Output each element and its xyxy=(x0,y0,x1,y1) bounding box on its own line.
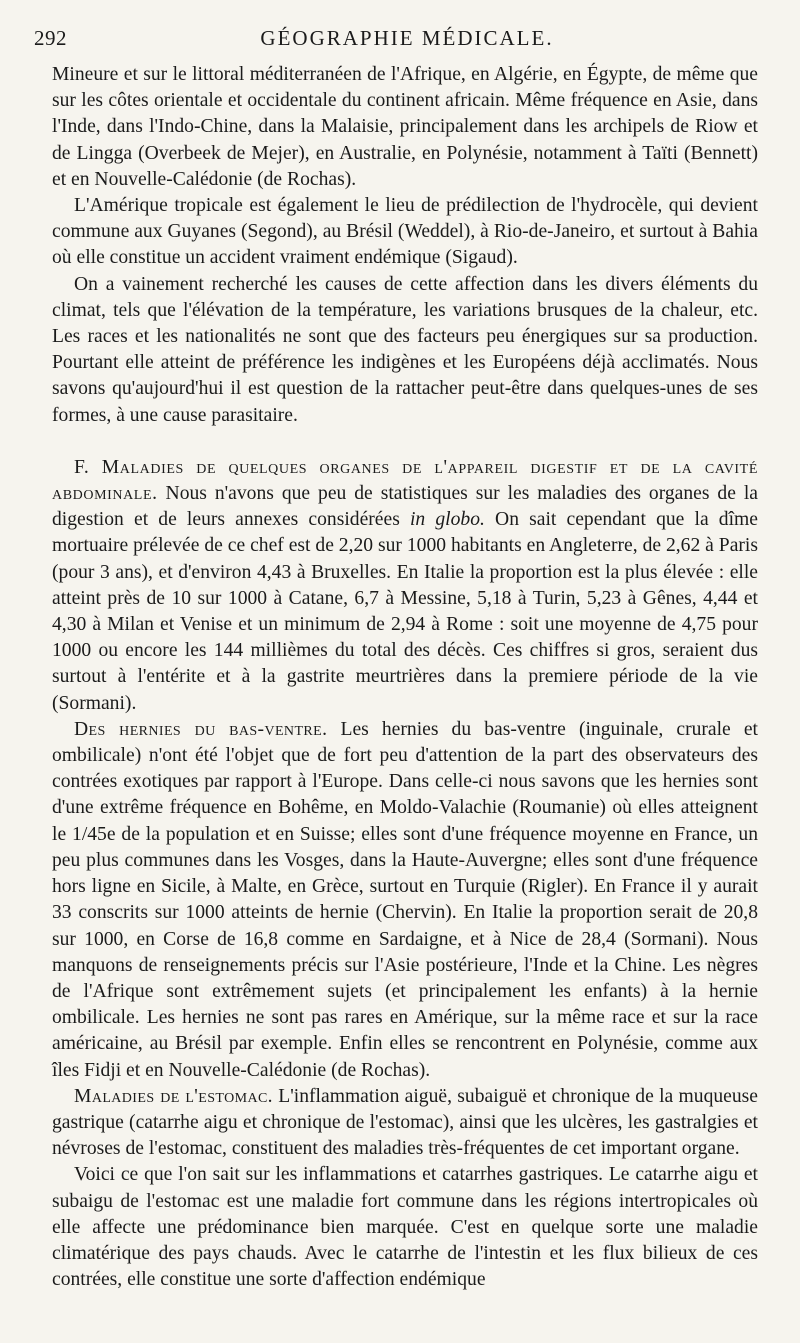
page-body xyxy=(52,62,758,1293)
estomac-text: L'inflammation aiguë, subaiguë et chronique de la muqueuse gastrique (catarrhe aigu et chronique de l'estomac), ainsi que les ulcères, les gastralgies et névroses de l'estomac, constituent des maladies très-fréquentes de cet important organe. xyxy=(52,1085,758,1160)
heading-hernies: Des hernies du bas-ventre. xyxy=(74,718,328,740)
section-gap xyxy=(52,429,758,455)
hernies-text: Les hernies du bas-ventre (inguinale, crurale et ombilicale) n'ont été l'objet que de fort peu d'attention de la part des observateurs des contrées exotiques par rapport à l'Europe. Dans celle-ci nous savons que les hernies sont d'une extrême fréquence en Bohême, en Moldo-Valachie (Roumanie) où elles atteignent le 1/45e de la population et en Suisse; elles sont d'une fréquence moyenne en France, un peu plus communes dans les Vosges, dans la Haute-Auvergne; elles sont d'une fréquence hors ligne en Sicile, à Malte, en Grèce, surtout en Turquie (Rigler). En France il y aurait 33 conscrits sur 1000 atteints de hernie (Chervin). En Italie la proportion serait de 20,8 sur 1000, en Corse de 16,8 comme en Sardaigne, et à Nice de 28,4 (Sormani). Nous manquons de renseignements précis sur l'Asie postérieure, l'Inde et la Chine. Les nègres de l'Afrique sont extrêmement sujets (et principalement les enfants) à la hernie ombilicale. Les hernies ne sont pas rares en Amérique, sur la même race et sur la race américaine, au Brésil par exemple. Enfin elles se rencontrent en Polynésie, comme aux îles Fidji et en Nouvelle-Calédonie (de Rochas). xyxy=(52,718,758,1081)
paragraph-hydrocele-america: L'Amérique tropicale est également le lieu de prédilection de l'hydrocèle, qui devient commune aux Guyanes (Segond), au Brésil (Weddel), à Rio-de-Janeiro, et surtout à Bahia où elle constitue un accident vraiment endémique (Sigaud). xyxy=(52,195,758,269)
paragraph-section-f xyxy=(52,455,758,717)
heading-estomac: Maladies de l'estomac. xyxy=(74,1085,273,1107)
paragraph-hernies xyxy=(52,717,758,1084)
section-f-italic: in globo. xyxy=(409,509,485,531)
section-f-text-a: Nous n'avons que peu de statistiques sur les maladies des organes de la digestion et de leurs annexes considérées xyxy=(52,483,758,531)
page-number: 292 xyxy=(34,26,67,50)
paragraph-catarrhes: Voici ce que l'on sait sur les inflammations et catarrhes gastriques. Le catarrhe aigu et subaigu de l'estomac est une maladie fort commune dans les régions intertropicales où elle affecte une prédominance bien marquée. C'est en quelque sorte une maladie climatérique des pays chauds. Avec le catarrhe de l'intestin et les flux bilieux de ces contrées, elle constitue une sorte d'affection endémique xyxy=(52,1164,758,1291)
paragraph-causes: On a vainement recherché les causes de cette affection dans les divers éléments du climat, tels que l'élévation de la température, les variations brusques de la chaleur, etc. Les races et les nationalités ne sont que des facteurs peu énergiques sur sa production. Pourtant elle atteint de préférence les indigènes et les Européens déjà acclimatés. Nous savons qu'aujourd'hui il est question de la rattacher peut-être dans quelques-unes de ses formes, à une cause parasitaire. xyxy=(52,273,758,426)
page-header xyxy=(34,26,780,58)
paragraph-estomac xyxy=(52,1084,758,1163)
section-f-text-b: On sait cependant que la dîme mortuaire prélevée de ce chef est de 2,20 sur 1000 habitants en Angleterre, de 2,62 à Paris (pour 3 ans), et d'environ 4,43 à Bruxelles. En Italie la proportion est la plus élevée : elle atteint près de 10 sur 1000 à Catane, 6,7 à Messine, 5,18 à Turin, 5,23 à Gênes, 4,44 et 4,30 à Milan et Venise et un minimum de 2,94 à Rome : soit une moyenne de 4,75 pour 1000 ou encore les 144 millièmes du total des décès. Ces chiffres si gros, seraient dus surtout à l'entérite et à la gastrite meurtrières dans la premiere période de la vie (Sormani). xyxy=(52,509,758,714)
running-title: GÉOGRAPHIE MÉDICALE. xyxy=(260,26,554,50)
paragraph-continued: Mineure et sur le littoral méditerranéen de l'Afrique, en Algérie, en Égypte, de même que sur les côtes orientale et occidentale du continent africain. Même fréquence en Asie, dans l'Inde, dans l'Indo-Chine, dans la Malaisie, principalement dans les archipels de Riow et de Lingga (Overbeek de Mejer), en Australie, en Polynésie, notamment à Taïti (Bennett) et en Nouvelle-Calédonie (de Rochas). xyxy=(52,64,758,190)
section-heading-f: F. Maladies de quelques organes de l'appareil digestif et de la cavité abdominale. xyxy=(52,456,758,505)
